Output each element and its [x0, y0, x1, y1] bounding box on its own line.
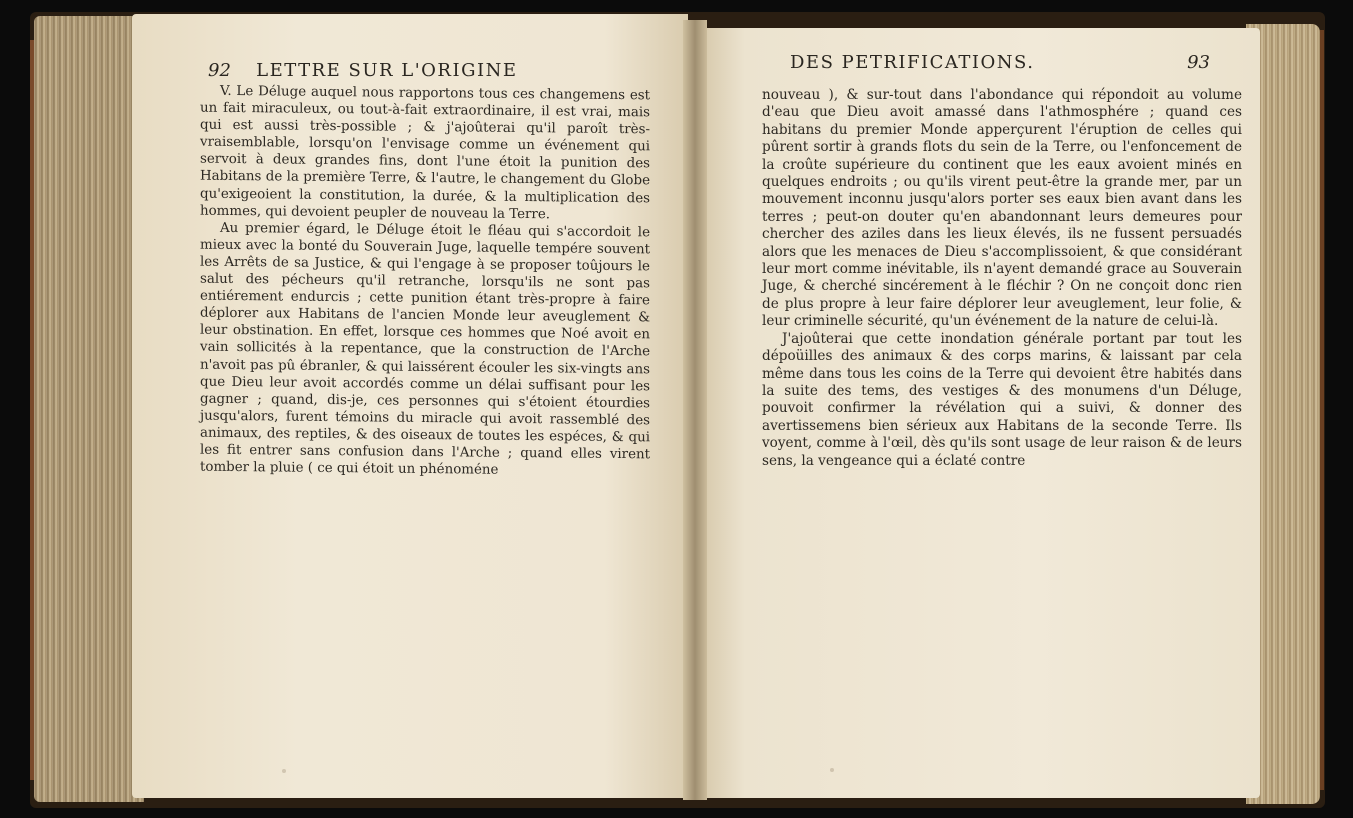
right-running-header	[790, 52, 1210, 73]
right-page-number: 93	[1187, 52, 1210, 73]
left-page-edges	[34, 16, 144, 802]
book-gutter	[683, 20, 707, 800]
left-running-header	[208, 60, 638, 81]
right-paragraph-1: nouveau ), & sur-tout dans l'abondance qui répondoit au volume d'eau que Dieu avoit amassé dans l'athmosphére ; quand ces habitans du premier Monde apperçurent l'éruption de celles qui pûrent sortir à grands flots du sein de la Terre, ou l'enfoncement de la croûte supérieure du continent que les eaux avoient minés en quelques endroits ; ou qu'ils virent peut-être la grande mer, par un mouvement inconnu jusqu'alors porter ses eaux bien avant dans les terres ; peut-on douter qu'en abandonnant leurs demeures pour chercher des aziles dans les lieux élevés, ils ne fussent persuadés alors que les menaces de Dieu s'accomplissoient, & que considérant leur mort comme inévitable, ils n'ayent demandé grace au Souverain Juge, & cherché sincérement à le fléchir ? On ne conçoit donc rien de plus propre à leur faire déplorer leur aveuglement, leur folie, & leur criminelle sécurité, qu'un événement de la nature de celui-là.	[762, 87, 1242, 330]
left-page-number: 92	[208, 60, 231, 81]
paper-spot	[830, 768, 834, 772]
left-running-title: LETTRE SUR L'ORIGINE	[256, 60, 518, 81]
right-page-text	[762, 87, 1242, 470]
left-paragraph-1: V. Le Déluge auquel nous rapportons tous ces changemens est un fait miraculeux, ou tout-à-fait extraordinaire, il est vrai, mais qui est aussi très-possible ; & j'ajoûterai qu'il paroît très-vraisemblable, lorsqu'on l'envisage comme un événement qui servoit à deux grandes fins, dont l'une étoit la punition des Habitans de la première Terre, & l'autre, le changement du Globe qu'exigeoient la constitution, la durée, & la multiplication des hommes, qui devoient peupler de nouveau la Terre.	[200, 83, 650, 222]
left-paragraph-2: Au premier égard, le Déluge étoit le fléau qui s'accordoit le mieux avec la bonté du Souverain Juge, laquelle tempére souvent les Arrêts de sa Justice, & qui l'engage à se proposer toûjours le salut des pécheurs qu'il retranche, lorsqu'ils ne sont pas entiérement endurcis ; cette punition étant très-propre à faire déplorer aux Habitans de l'ancien Monde leur aveuglement & leur obstination. En effet, lorsque ces hommes que Noé avoit en vain sollicités à la repentance, que la construction de l'Arche n'avoit pas pû ébranler, & qui laissérent écouler les six-vingts ans que Dieu leur avoit accordés comme un délai suffisant pour les gagner ; quand, dis-je, ces personnes qui s'étoient étourdies jusqu'alors, furent témoins du miracle qui avoit rassemblé des animaux, des reptiles, & des oiseaux de toutes les espéces, & qui les fit entrer sans confusion dans l'Arche ; quand elles virent tomber la pluie ( ce qui étoit un phénoméne	[200, 220, 650, 478]
paper-spot	[282, 769, 286, 773]
right-running-title: DES PETRIFICATIONS.	[790, 52, 1035, 73]
left-page-text	[200, 83, 650, 481]
right-paragraph-2: J'ajoûterai que cette inondation générale portant par tout les dépoüilles des animaux & des corps marins, & laissant par cela même dans tous les coins de la Terre qui devoient être habités dans la suite des tems, des vestiges & des monumens d'un Déluge, pouvoit confirmer la révélation qui a suivi, & donner des avertissemens bien sérieux aux Habitans de la seconde Terre. Ils voyent, comme à l'œil, dès qu'ils sont usage de leur raison & de leurs sens, la vengeance qui a éclaté contre	[762, 330, 1242, 469]
